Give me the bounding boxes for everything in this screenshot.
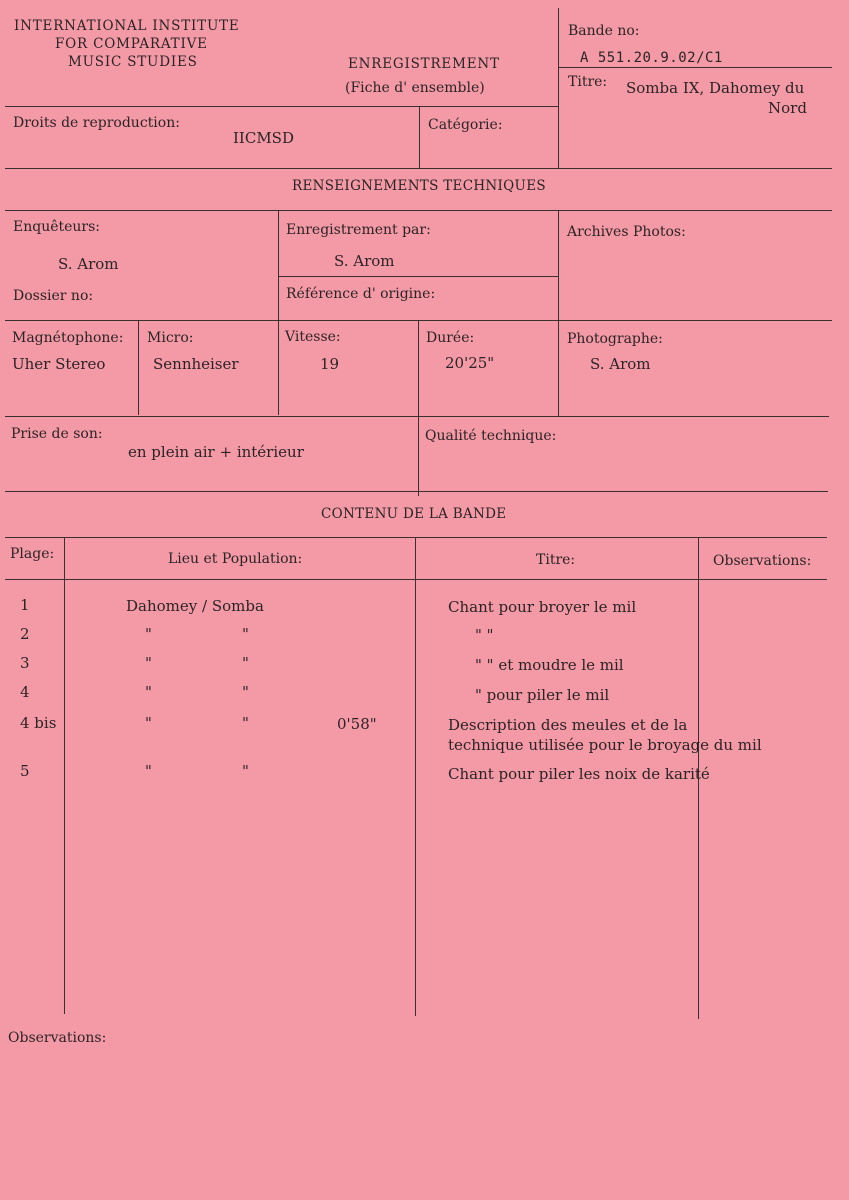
row-population-ditto: " — [242, 683, 249, 701]
enqueteurs-value: S. Arom — [58, 255, 119, 273]
divider — [558, 8, 559, 168]
table-row — [0, 764, 849, 784]
micro-value: Sennheiser — [153, 355, 239, 373]
dossier-label: Dossier no: — [13, 288, 94, 304]
row-titre: " " et moudre le mil — [475, 656, 624, 674]
titre-label: Titre: — [568, 74, 608, 90]
titre-value-line2: Nord — [768, 99, 807, 117]
observations-footer-label: Observations: — [8, 1030, 107, 1046]
prise-de-son-value: en plein air + intérieur — [128, 443, 304, 461]
qualite-technique-label: Qualité technique: — [425, 428, 557, 444]
table-row — [0, 714, 849, 754]
vitesse-label: Vitesse: — [285, 329, 341, 345]
titre-value-line1: Somba IX, Dahomey du — [626, 79, 805, 97]
droits-value: IICMSD — [233, 129, 294, 147]
row-titre: Chant pour broyer le mil — [448, 598, 637, 616]
magnetophone-value: Uher Stereo — [12, 355, 106, 373]
row-lieu-ditto: " — [145, 714, 152, 732]
bande-label: Bande no: — [568, 23, 640, 39]
row-titre: " " — [475, 626, 494, 644]
row-lieu-ditto: " — [145, 625, 152, 643]
row-lieu-ditto: " — [145, 654, 152, 672]
divider — [5, 491, 828, 492]
form-title: ENREGISTREMENT — [348, 56, 500, 72]
enregistrement-par-label: Enregistrement par: — [286, 222, 431, 238]
column-header-lieu: Lieu et Population: — [168, 551, 303, 567]
duree-value: 20'25" — [445, 354, 495, 372]
divider — [5, 168, 832, 169]
divider — [5, 579, 827, 580]
divider — [558, 67, 832, 68]
row-titre: Chant pour piler les noix de karité — [448, 765, 710, 783]
row-lieu: Dahomey / Somba — [126, 597, 264, 615]
row-titre: Description des meules et de la — [448, 716, 688, 734]
institute-name-line3: MUSIC STUDIES — [68, 54, 198, 70]
row-population-ditto: " — [242, 762, 249, 780]
row-population-ditto: " — [242, 714, 249, 732]
row-duration: 0'58" — [337, 715, 377, 733]
row-lieu-ditto: " — [145, 762, 152, 780]
contenu-heading: CONTENU DE LA BANDE — [321, 506, 507, 522]
vitesse-value: 19 — [320, 355, 340, 373]
row-titre: " pour piler le mil — [475, 686, 610, 704]
enqueteurs-label: Enquêteurs: — [13, 219, 101, 235]
table-row — [0, 627, 849, 647]
photographe-label: Photographe: — [567, 331, 663, 347]
enregistrement-par-value: S. Arom — [334, 252, 395, 270]
row-population-ditto: " — [242, 625, 249, 643]
table-row — [0, 656, 849, 676]
row-lieu-ditto: " — [145, 683, 152, 701]
column-header-titre: Titre: — [536, 552, 576, 568]
divider — [5, 537, 827, 538]
droits-label: Droits de reproduction: — [13, 115, 180, 131]
divider — [138, 320, 139, 415]
categorie-label: Catégorie: — [428, 117, 503, 133]
micro-label: Micro: — [147, 330, 194, 346]
divider — [5, 210, 832, 211]
divider — [278, 276, 558, 277]
institute-name-line1: INTERNATIONAL INSTITUTE — [14, 18, 240, 34]
row-plage: 3 — [20, 654, 30, 672]
table-row — [0, 685, 849, 705]
row-plage: 5 — [20, 762, 30, 780]
column-header-plage: Plage: — [10, 546, 55, 562]
column-header-observations: Observations: — [713, 553, 812, 569]
row-population-ditto: " — [242, 654, 249, 672]
reference-label: Référence d' origine: — [286, 286, 436, 302]
divider — [5, 416, 829, 417]
form-subtitle: (Fiche d' ensemble) — [345, 80, 485, 96]
archives-photos-label: Archives Photos: — [567, 224, 686, 240]
institute-name-line2: FOR COMPARATIVE — [55, 36, 208, 52]
divider — [558, 210, 559, 416]
magnetophone-label: Magnétophone: — [12, 330, 124, 346]
duree-label: Durée: — [426, 330, 475, 346]
row-plage: 1 — [20, 596, 30, 614]
divider — [418, 320, 419, 496]
divider — [419, 106, 420, 168]
photographe-value: S. Arom — [590, 355, 651, 373]
row-plage: 4 bis — [20, 714, 57, 732]
prise-de-son-label: Prise de son: — [11, 426, 103, 442]
table-row — [0, 598, 849, 618]
row-plage: 4 — [20, 683, 30, 701]
divider — [5, 106, 558, 107]
row-titre-line2: technique utilisée pour le broyage du mil — [448, 736, 762, 754]
bande-value: A 551.20.9.02/C1 — [580, 50, 723, 66]
divider — [278, 210, 279, 415]
renseignements-heading: RENSEIGNEMENTS TECHNIQUES — [292, 178, 546, 194]
row-plage: 2 — [20, 625, 30, 643]
